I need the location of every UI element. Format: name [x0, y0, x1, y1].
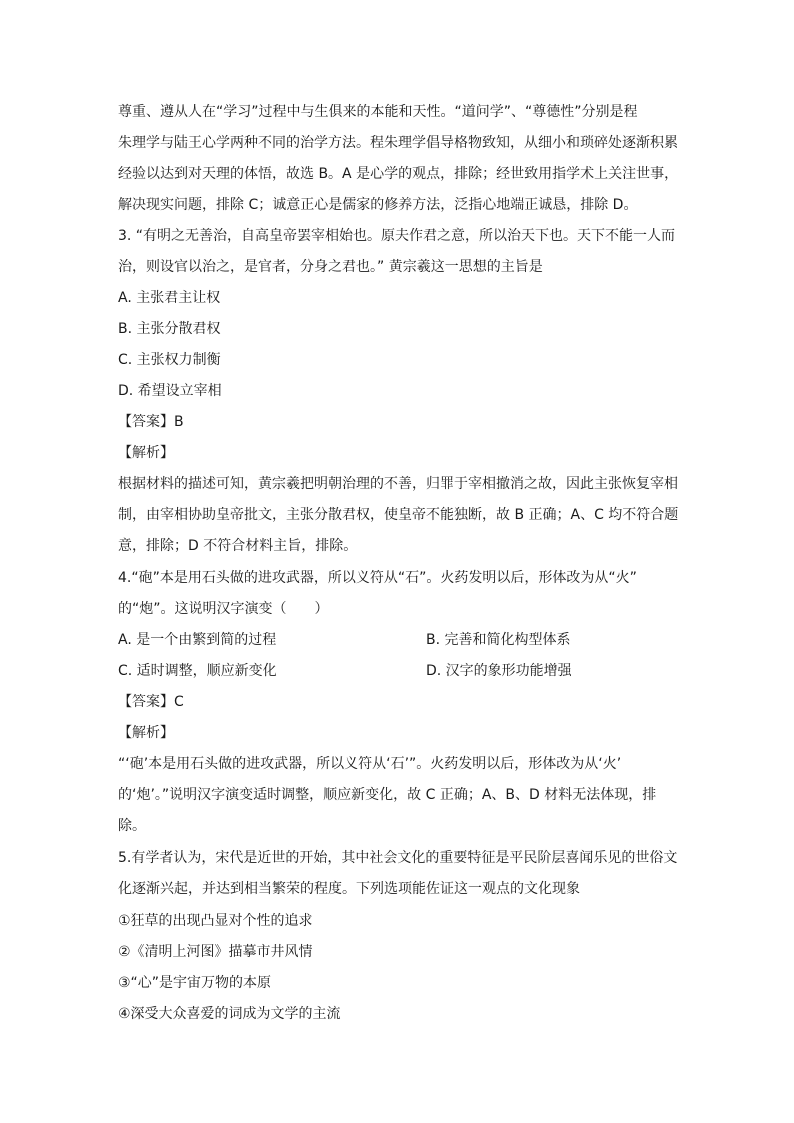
q4-option-c: C. 适时调整，顺应新变化	[118, 663, 277, 679]
q4-stem-line: 4.“砲”本是用石头做的进攻武器，所以义符从“石”。火药发明以后，形体改为从“火”	[118, 570, 637, 586]
q4-options-row	[118, 661, 572, 681]
q4-option-b: B. 完善和简化构型体系	[426, 632, 571, 648]
q3-analysis-line: 意，排除；D 不符合材料主旨，排除。	[118, 538, 358, 554]
q4-stem-line: 的“炮”。这说明汉字演变（ ）	[118, 601, 329, 617]
q4-answer: 【答案】C	[118, 694, 184, 710]
intro-line: 尊重、遵从人在“学习”过程中与生俱来的本能和天性。“道问学”、“尊德性”分别是程	[118, 104, 638, 120]
q3-analysis-line: 根据材料的描述可知，黄宗羲把明朝治理的不善，归罪于宰相撤消之故，因此主张恢复宰相	[118, 476, 678, 492]
q3-option-c: C. 主张权力制衡	[118, 352, 221, 368]
q4-analysis-line: 的‘炮’。”说明汉字演变适时调整，顺应新变化，故 C 正确；A、B、D 材料无法体现，排	[118, 787, 657, 803]
q5-stem-line: 化逐渐兴起，并达到相当繁荣的程度。下列选项能佐证这一观点的文化现象	[118, 881, 580, 897]
q4-options-row	[118, 630, 571, 650]
q5-item-3: ③“心”是宇宙万物的本原	[118, 975, 272, 991]
q4-option-a: A. 是一个由繁到简的过程	[118, 632, 277, 648]
q3-analysis-label: 【解析】	[118, 445, 174, 461]
q3-option-d: D. 希望设立宰相	[118, 383, 222, 399]
q4-analysis-line: 除。	[118, 818, 146, 834]
q3-answer: 【答案】B	[118, 414, 184, 430]
intro-line: 解决现实问题，排除 C；诚意正心是儒家的修养方法，泛指心地端正诚恳，排除 D。	[118, 197, 638, 213]
q3-option-b: B. 主张分散君权	[118, 321, 221, 337]
q4-analysis-label: 【解析】	[118, 725, 174, 741]
q5-item-4: ④深受大众喜爱的词成为文学的主流	[118, 1006, 341, 1022]
q5-item-1: ①狂草的出现凸显对个性的追求	[118, 913, 313, 929]
intro-line: 朱理学与陆王心学两种不同的治学方法。程朱理学倡导格物致知，从细小和琐碎处逐渐积累	[118, 135, 678, 151]
q4-analysis-line: “‘砲’本是用石头做的进攻武器，所以义符从‘石’”。火药发明以后，形体改为从‘火’	[118, 756, 622, 772]
q3-option-a: A. 主张君主让权	[118, 290, 221, 306]
q3-stem-line: 3. “有明之无善治，自高皇帝罢宰相始也。原夫作君之意，所以治天下也。天下不能一人而	[118, 228, 676, 244]
q4-option-d: D. 汉字的象形功能增强	[426, 663, 572, 679]
q3-analysis-line: 制，由宰相协助皇帝批文，主张分散君权，使皇帝不能独断，故 B 正确；A、C 均不符合题	[118, 507, 679, 523]
q5-item-2: ②《清明上河图》描摹市井风情	[118, 944, 313, 960]
intro-line: 经验以达到对天理的体悟，故选 B。A 是心学的观点，排除；经世致用指学术上关注世事，	[118, 166, 679, 182]
q3-stem-line: 治，则设官以治之，是官者，分身之君也。” 黄宗羲这一思想的主旨是	[118, 259, 543, 275]
q5-stem-line: 5.有学者认为，宋代是近世的开始，其中社会文化的重要特征是平民阶层喜闻乐见的世俗文	[118, 850, 678, 866]
